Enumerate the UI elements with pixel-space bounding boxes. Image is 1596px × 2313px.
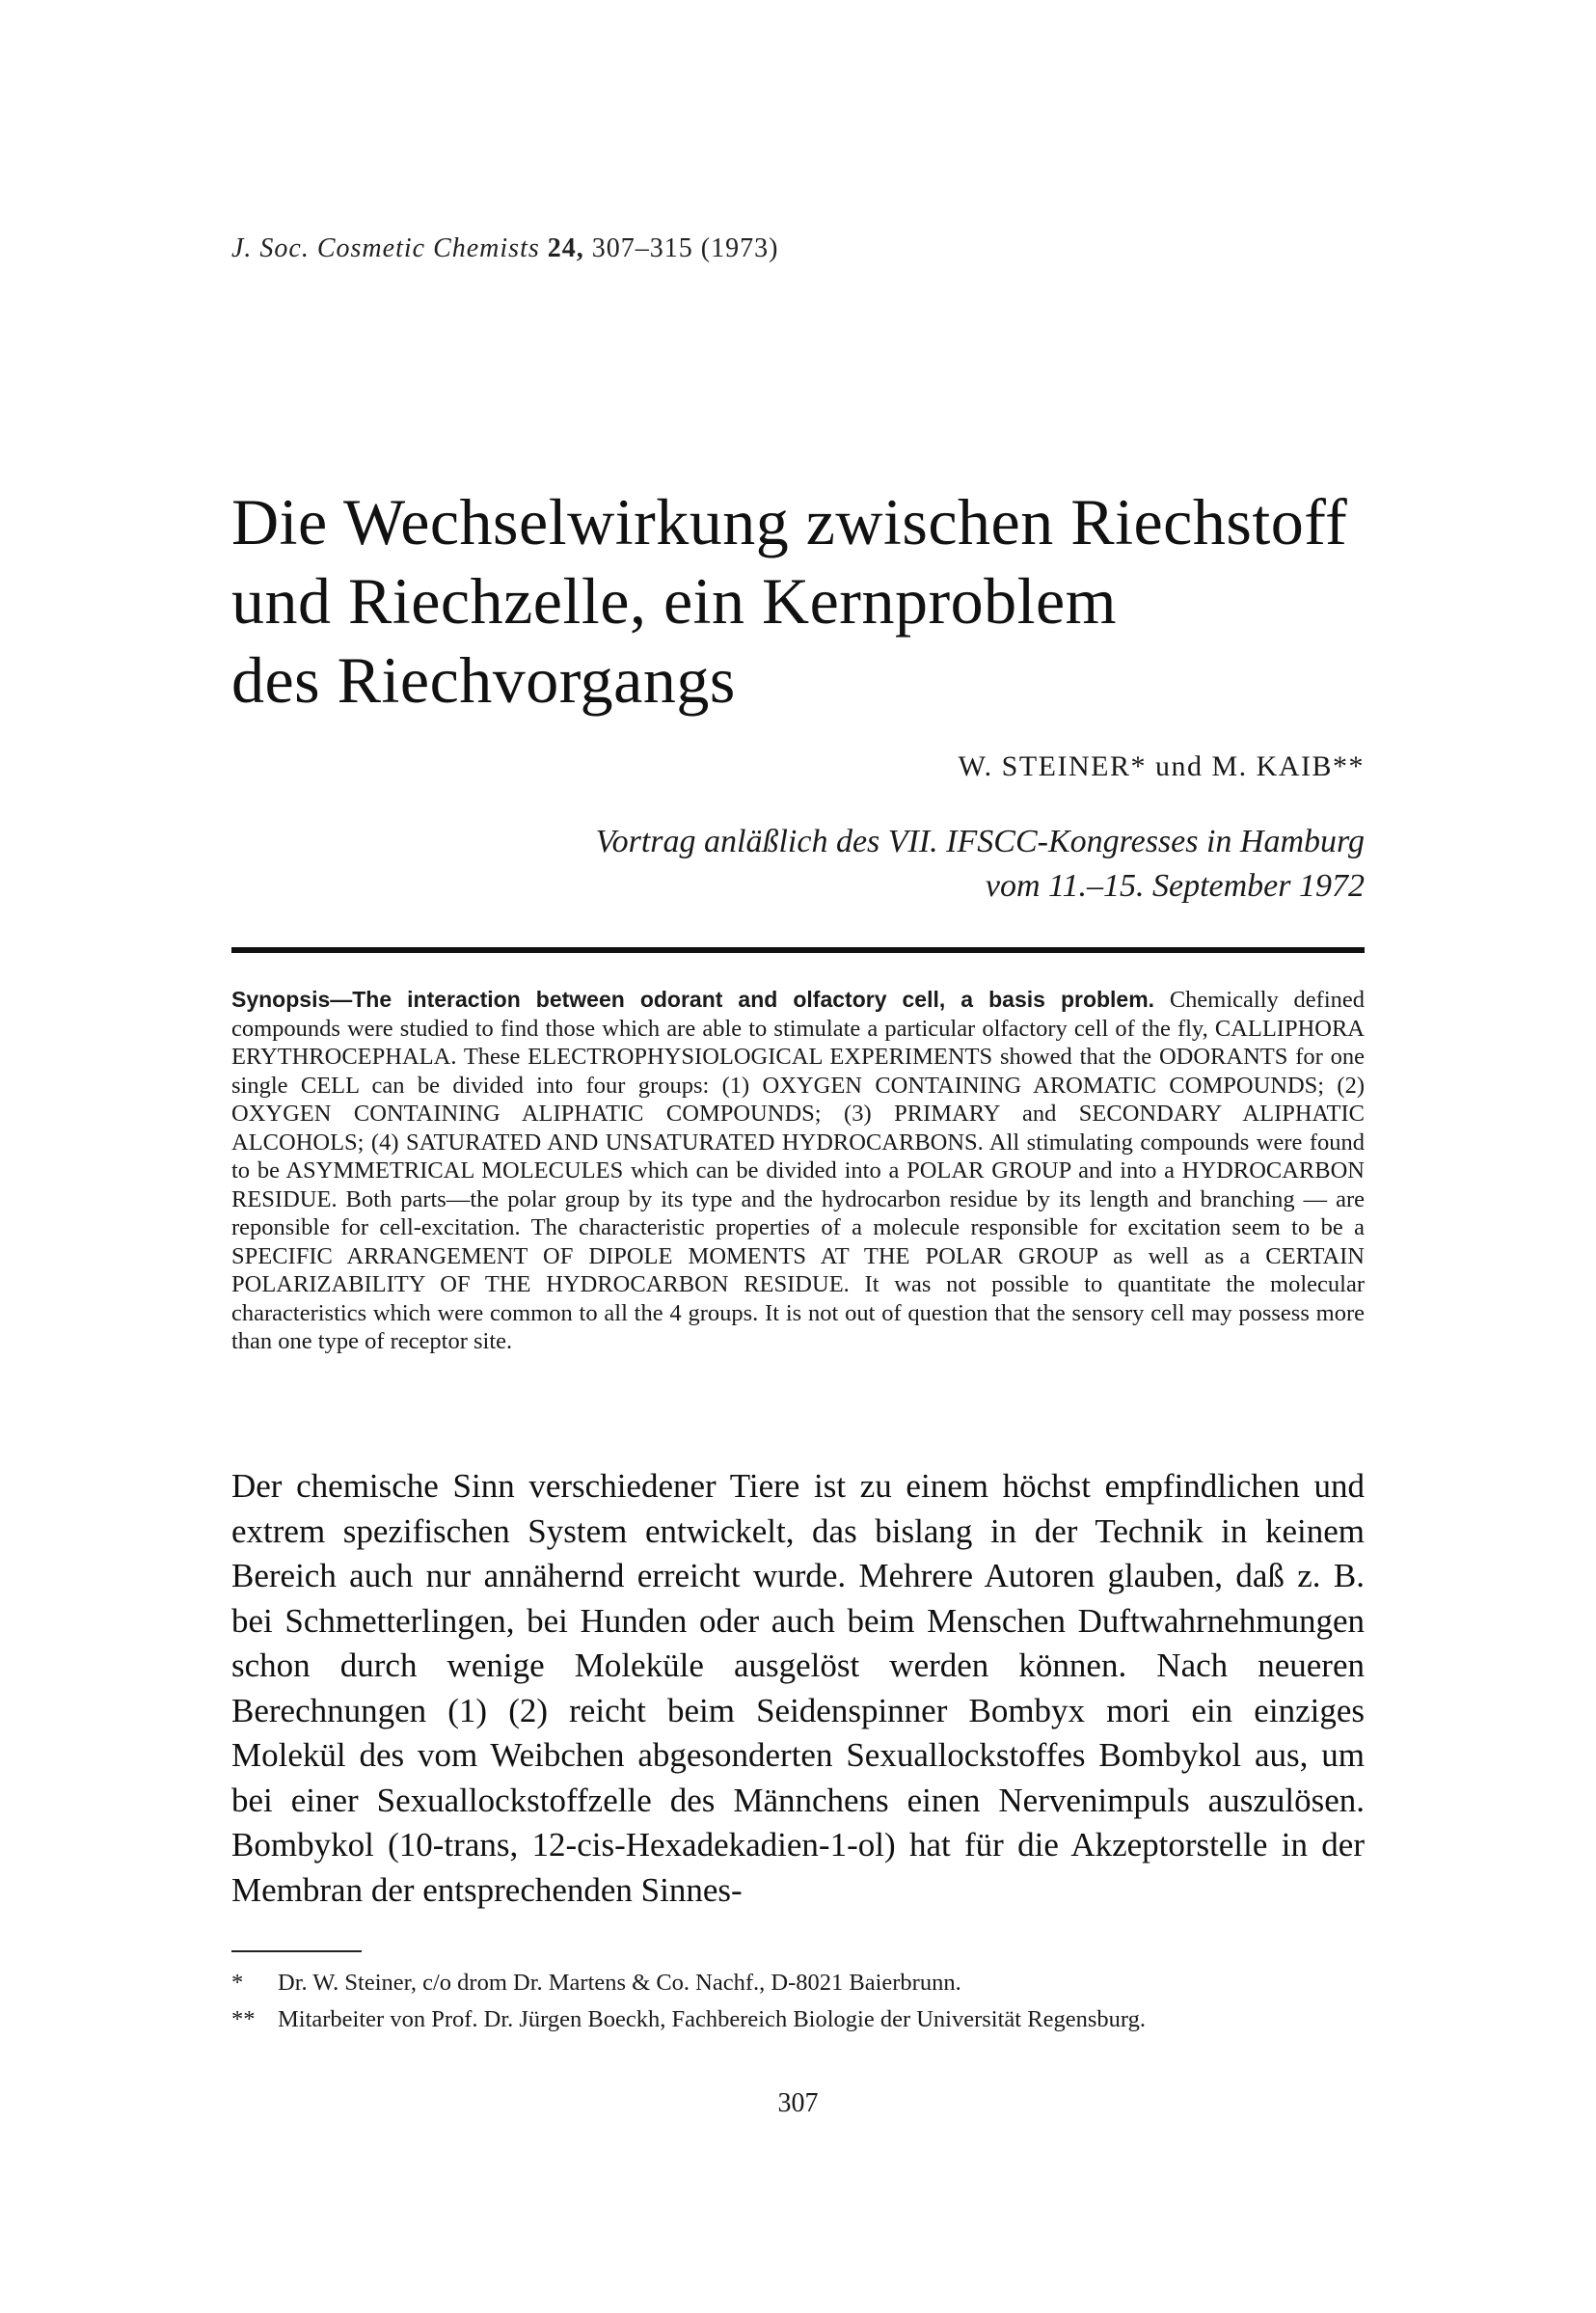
- presentation-note: [497, 820, 1365, 909]
- title-line: Die Wechselwirkung zwischen Riechstoff: [231, 485, 1348, 558]
- synopsis: [231, 986, 1365, 1356]
- footnote: [231, 1965, 1365, 2001]
- presentation-note-line: vom 11.–15. September 1972: [985, 868, 1365, 904]
- footnote-mark: *: [231, 1970, 244, 1996]
- footnote-text: Dr. W. Steiner, c/o drom Dr. Martens & Co. Nachf., D-8021 Baierbrunn.: [278, 1970, 961, 1996]
- header-divider: [231, 947, 1365, 953]
- footnote-divider: [231, 1950, 362, 1952]
- footnote-text: Mitarbeiter von Prof. Dr. Jürgen Boeckh, Fachbereich Biologie der Universität Regensburg.: [278, 2006, 1146, 2032]
- synopsis-lead: Synopsis—The interaction between odorant and olfactory cell, a basis problem.: [231, 987, 1155, 1012]
- title-line: des Riechvorgangs: [231, 643, 736, 717]
- synopsis-text: Chemically defined compounds were studied to find those which are able to stimulate a particular olfactory cell of the fly, CALLIPHORA ERYTHROCEPHALA. These ELECTROPHYSIOLOGICAL EXPERIMENTS showed that the ODORANTS for one single CELL can be divided into four groups: (1) OXYGEN CONTAINING AROMATIC COMPOUNDS; (2) OXYGEN CONTAINING ALIPHATIC COMPOUNDS; (3) PRIMARY and SECONDARY ALIPHATIC ALCOHOLS; (4) SATURATED AND UNSATURATED HYDROCARBONS. All stimulating compounds were found to be ASYMMETRICAL MOLECULES which can be divided into a POLAR GROUP and into a HYDROCARBON RESIDUE. Both parts—the polar group by its type and the hydrocarbon residue by its length and branching — are reponsible for cell-excitation. The characteristic properties of a molecule responsible for excitation seem to be a SPECIFIC ARRANGEMENT OF DIPOLE MOMENTS AT THE POLAR GROUP as well as a CERTAIN POLARIZABILITY OF THE HYDROCARBON RESIDUE. It was not possible to quantitate the molecular characteristics which were common to all the 4 groups. It is not out of question that the sensory cell may possess more than one type of receptor site.: [231, 987, 1366, 1354]
- article-authors: W. STEINER* und M. KAIB**: [958, 750, 1365, 782]
- title-line: und Riechzelle, ein Kernproblem: [231, 564, 1118, 638]
- article-title: [231, 482, 1427, 720]
- page-number: 307: [777, 2088, 819, 2118]
- journal-pages-year: 307–315 (1973): [591, 233, 779, 263]
- journal-volume: 24,: [547, 233, 584, 263]
- body-paragraph: Der chemische Sinn verschiedener Tiere ist zu einem höchst empfindlichen und extrem spezifischen System entwickelt, das bislang in der Technik in keinem Bereich auch nur annähernd erreicht wurde. Mehrere Autoren glauben, daß z. B. bei Schmetterlingen, bei Hunden oder auch beim Menschen Duftwahrnehmungen schon durch wenige Moleküle ausgelöst werden können. Nach neueren Berechnungen (1) (2) reicht beim Seidenspinner Bombyx mori ein einziges Molekül des vom Weibchen abgesonderten Sexuallockstoffes Bombykol aus, um bei einer Sexuallockstoffzelle des Männchens einen Nervenimpuls auszulösen. Bombykol (10-trans, 12-cis-Hexadekadien-1-ol) hat für die Akzeptorstelle in der Membran der entsprechenden Sinnes-: [231, 1467, 1365, 1909]
- presentation-note-line: Vortrag anläßlich des VII. IFSCC-Kongresses in Hamburg: [595, 824, 1365, 859]
- journal-citation: [231, 233, 778, 264]
- journal-name: J. Soc. Cosmetic Chemists: [231, 233, 540, 263]
- footnote-mark: **: [231, 2006, 256, 2032]
- footnotes: [231, 1965, 1365, 2038]
- footnote: [231, 2001, 1365, 2038]
